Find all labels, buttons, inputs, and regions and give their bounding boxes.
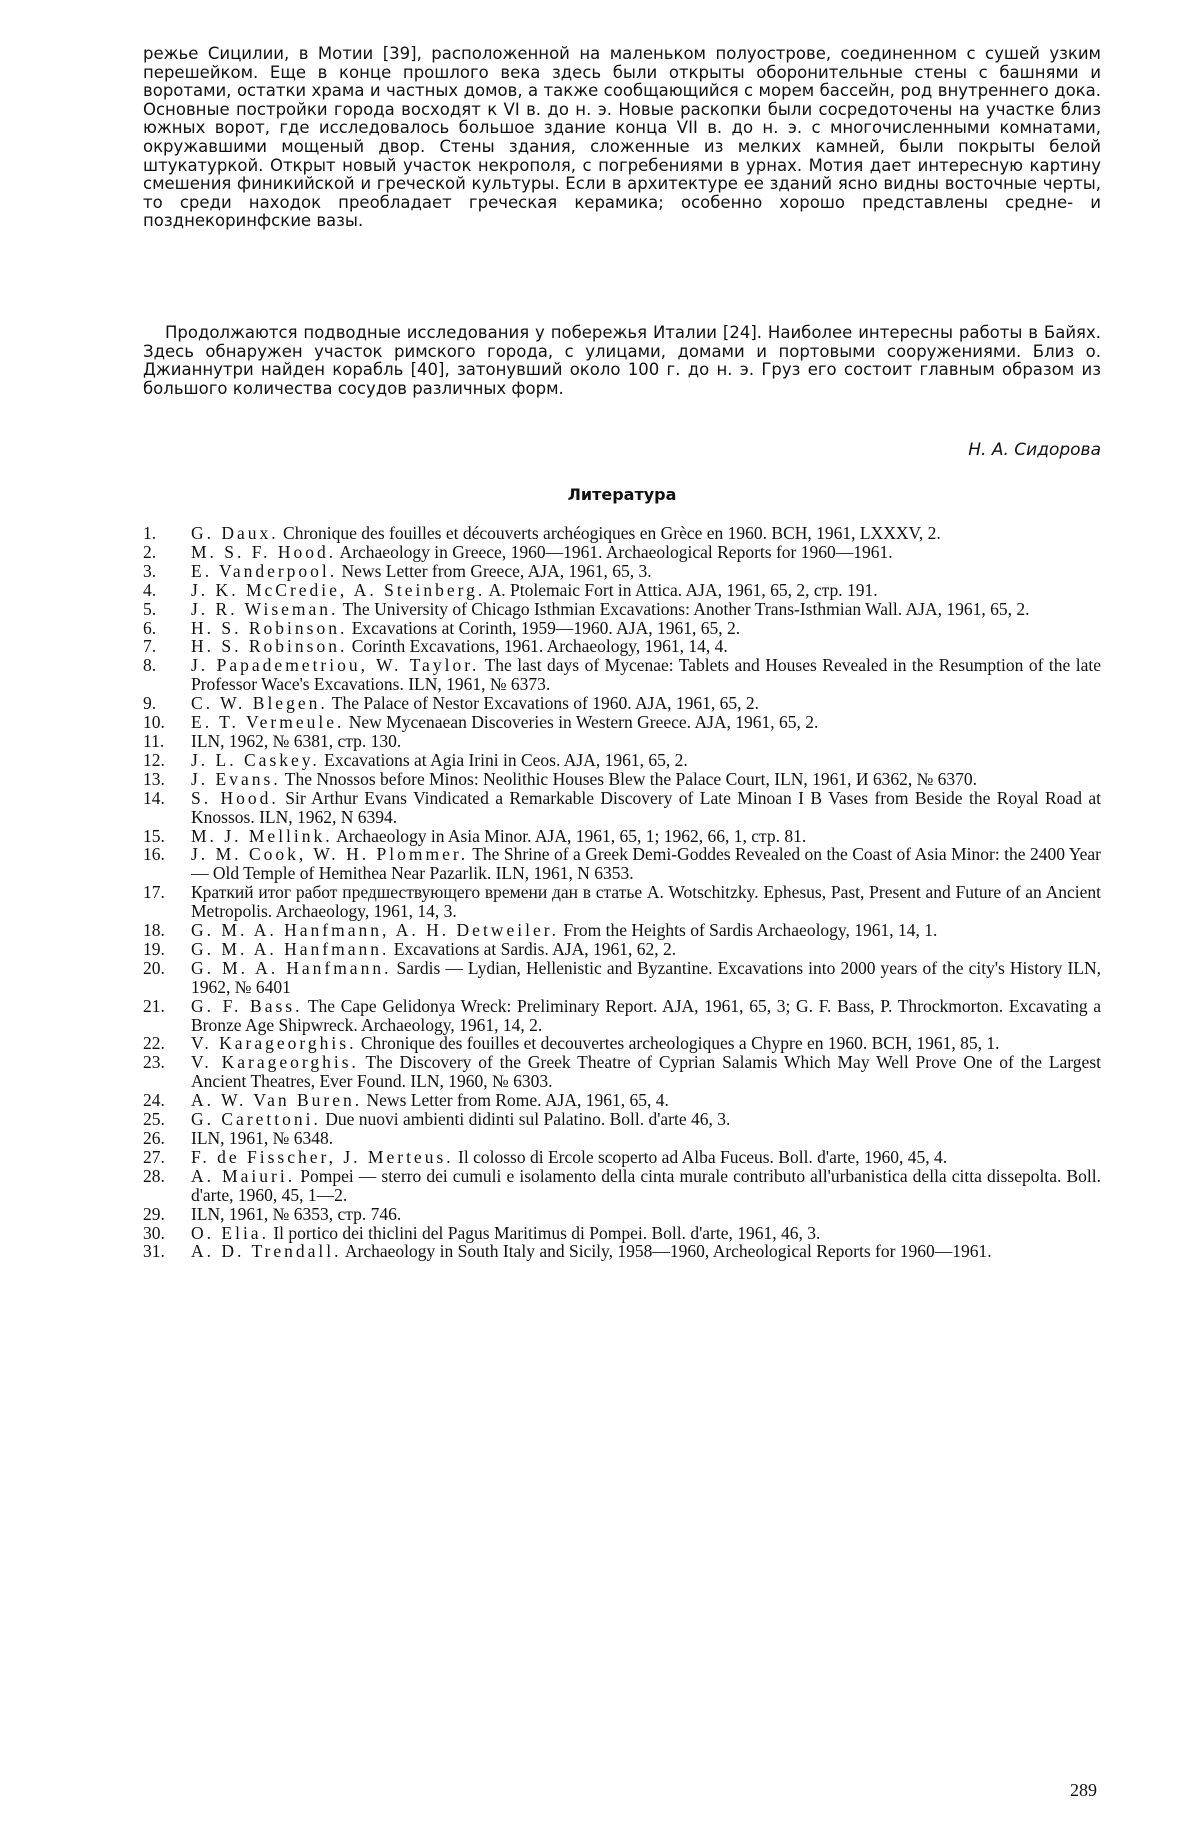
reference-text: ILN, 1961, № 6353, стр. 746. [191,1203,402,1224]
reference-item [143,732,1101,751]
reference-list [143,524,1101,1261]
reference-author: M. J. Mellink. [191,825,333,846]
reference-text: The University of Chicago Isthmian Excavations: Another Trans-Isthmian Wall. AJA, 1961, 65, 2. [338,598,1030,619]
reference-number: 16. [143,844,165,865]
reference-number: 4. [143,579,157,600]
reference-number: 5. [143,598,157,619]
reference-author: J. R. Wiseman. [191,598,339,619]
reference-text: ILN, 1962, № 6381, стр. 130. [191,730,402,751]
reference-number: 26. [143,1128,165,1148]
reference-text: News Letter from Rome. AJA, 1961, 65, 4. [362,1090,669,1111]
reference-item [143,600,1101,619]
reference-item [143,1110,1101,1129]
reference-author: J. L. Caskey. [191,749,320,770]
body-paragraph-1: режье Сицилии, в Мотии [39], расположенной на маленьком полуострове, соединенном с сушей узким перешейком. Еще в конце прошлого века здесь были открыты оборонительные стены с башнями и воротами, остатки храма и частных домов, а также сообщающийся с морем бассейн, род внутреннего дока. Основные постройки города восходят к VI в. до н. э. Новые раскопки были сосредоточены на участке близ южных ворот, где исследовалось большое здание конца VII в. до н. э. с многочисленными комнатами, окружавшими мощеный двор. Стены здания, сложенные из мелких камней, были покрыты белой штукатуркой. Открыт новый участок некрополя, с погребениями в урнах. Мотия дает интересную картину смешения финикийской и греческой культуры. Если в архитектуре ее зданий ясно видны восточные черты, то среди находок преобладает греческая керамика; особенно хорошо представлены средне- и позднекоринфские вазы. [143,44,1101,231]
reference-text: The Palace of Nestor Excavations of 1960. AJA, 1961, 65, 2. [327,693,759,714]
reference-author: G. M. A. Hanfmann. [191,938,390,959]
references-heading: Литература [567,485,677,504]
reference-item [143,562,1101,581]
reference-item [143,543,1101,562]
reference-author: G. M. A. Hanfmann, A. H. Detweiler. [191,920,559,941]
reference-item [143,1205,1101,1224]
body-paragraph-2: Продолжаются подводные исследования у побережья Италии [24]. Наиболее интересны работы в Байях. Здесь обнаружен участок римского города, с улицами, домами и портовыми сооружениями. Близ о. Джианнутри найден корабль [40], затонувший около 100 г. до н. э. Груз его состоит главным образом из большого количества сосудов различных форм. [143,323,1101,398]
reference-text: Excavations at Sardis. AJA, 1961, 62, 2. [389,938,677,959]
reference-item [143,789,1101,827]
reference-number: 6. [143,617,157,638]
reference-item [143,1167,1101,1205]
reference-text: Corinth Excavations, 1961. Archaeology, 1961, 14, 4. [347,636,728,657]
reference-number: 24. [143,1090,165,1111]
reference-text: Excavations at Agia Irini in Ceos. AJA, 1961, 65, 2. [319,749,688,770]
reference-item [143,1034,1101,1053]
reference-number: 28. [143,1165,165,1186]
reference-author: S. Hood. [191,787,279,808]
reference-author: J. K. McCredie, A. Steinberg. [191,579,486,600]
reference-text: A. Ptolemaic Fort in Attica. AJA, 1961, 65, 2, стр. 191. [485,579,878,600]
reference-number: 14. [143,787,165,808]
reference-author: F. de Fisscher, J. Merteus. [191,1146,454,1167]
reference-author: G. Carettoni. [191,1109,321,1130]
reference-text: Sardis — Lydian, Hellenistic and Byzantine. Excavations into 2000 years of the city's History ILN, 1962, № 6401 [191,957,1102,997]
reference-number: 27. [143,1146,165,1167]
reference-text: The Cape Gelidonya Wreck: Preliminary Report. AJA, 1961, 65, 3; G. F. Bass, P. Throckmorton. Excavating a Bronze Age Shipwreck. Archaeology, 1961, 14, 2. [191,995,1102,1035]
reference-text: Archaeology in Greece, 1960—1961. Archaeological Reports for 1960—1961. [336,541,893,562]
reference-number: 1. [143,523,157,543]
reference-author: V. Karageorghis. [191,1033,357,1054]
reference-text: The Nnossos before Minos: Neolithic Houses Blew the Palace Court, ILN, 1961, И 6362, № 6370. [280,768,978,789]
reference-number: 29. [143,1203,165,1224]
reference-item [143,997,1101,1035]
reference-author: A. Maiuri. [191,1165,296,1186]
reference-text: Chronique des fouilles et decouvertes archeologiques a Chypre en 1960. BCH, 1961, 85, 1. [356,1033,1000,1054]
reference-number: 2. [143,541,157,562]
reference-number: 15. [143,825,165,846]
reference-item [143,921,1101,940]
reference-number: 11. [143,730,165,751]
reference-number: 30. [143,1222,165,1243]
reference-text: Pompei — sterro dei cumuli e isolamento della cinta murale contributo all'urbanistica della citta dissepolta. Boll. d'arte, 1960, 45, 1—2. [191,1165,1101,1205]
reference-text: The last days of Mycenae: Tablets and Houses Revealed in the Resumption of the late Professor Wace's Excavations. ILN, 1961, № 6373. [191,655,1101,695]
reference-text: New Mycenaean Discoveries in Western Greece. AJA, 1961, 65, 2. [344,712,819,733]
reference-number: 13. [143,768,165,789]
reference-item [143,1224,1101,1243]
reference-author: V. Karageorghis. [191,1052,359,1073]
reference-number: 31. [143,1241,165,1262]
reference-item [143,751,1101,770]
reference-author: J. M. Cook, W. H. Plommer. [191,844,469,865]
reference-item [143,959,1101,997]
reference-author: J. Papademetriou, W. Taylor. [191,655,480,676]
reference-text: The Shrine of a Greek Demi-Goddes Revealed on the Coast of Asia Minor: the 2400 Year — Old Temple of Hemithea Near Pazarlik. ILN, 1961, N 6353. [191,844,1101,884]
reference-number: 21. [143,995,165,1016]
reference-text: ILN, 1961, № 6348. [191,1128,334,1148]
reference-number: 7. [143,636,157,657]
reference-author: H. S. Robinson. [191,617,348,638]
reference-author: E. Vanderpool. [191,560,338,581]
reference-number: 17. [143,882,165,903]
reference-item [143,656,1101,694]
reference-author: A. D. Trendall. [191,1241,342,1262]
page-number: 289 [1070,1780,1097,1800]
reference-text: Sir Arthur Evans Vindicated a Remarkable Discovery of Late Minoan I B Vases from Beside the Royal Road at Knossos. ILN, 1962, N 6394. [191,787,1102,827]
reference-text: Chronique des fouilles et découverts archéogiques en Grèce en 1960. BCH, 1961, LXXXV, 2. [278,523,941,543]
reference-author: G. M. A. Hanfmann. [191,957,392,978]
reference-author: G. Daux. [191,523,279,543]
reference-number: 19. [143,938,165,959]
reference-number: 9. [143,693,157,714]
reference-author: G. F. Bass. [191,995,303,1016]
reference-author: E. T. Vermeule. [191,712,345,733]
reference-text: From the Heights of Sardis Archaeology, 1961, 14, 1. [558,920,938,941]
reference-number: 20. [143,957,165,978]
reference-author: C. W. Blegen. [191,693,328,714]
reference-author: J. Evans. [191,768,281,789]
reference-item [143,1091,1101,1110]
reference-item [143,940,1101,959]
reference-text: Archaeology in Asia Minor. AJA, 1961, 65, 1; 1962, 66, 1, стр. 81. [332,825,807,846]
reference-item [143,524,1101,543]
reference-item [143,1148,1101,1167]
reference-number: 12. [143,749,165,770]
reference-item [143,827,1101,846]
reference-item [143,1129,1101,1148]
reference-item [143,619,1101,638]
reference-text: The Discovery of the Greek Theatre of Cyprian Salamis Which May Well Prove One of the Largest Ancient Theatres, Ever Found. ILN, 1960, № 6303. [191,1052,1101,1092]
author-signature: Н. А. Сидорова [968,440,1101,460]
reference-text: Excavations at Corinth, 1959—1960. AJA, 1961, 65, 2. [347,617,741,638]
reference-item [143,883,1101,921]
reference-author: O. Elia. [191,1222,269,1243]
reference-text: Archaeology in South Italy and Sicily, 1958—1960, Archeological Reports for 1960—1961. [341,1241,992,1262]
reference-item [143,1053,1101,1091]
reference-number: 23. [143,1052,165,1073]
reference-text: News Letter from Greece, AJA, 1961, 65, 3. [337,560,652,581]
reference-number: 18. [143,920,165,941]
reference-text: Due nuovi ambienti didinti sul Palatino. Boll. d'arte 46, 3. [320,1109,731,1130]
reference-number: 3. [143,560,157,581]
reference-item [143,845,1101,883]
reference-number: 8. [143,655,157,676]
reference-item [143,637,1101,656]
reference-item [143,713,1101,732]
reference-number: 22. [143,1033,165,1054]
reference-text: Краткий итог работ предшествующего времени дан в статье A. Wotschitzky. Ephesus, Past, Present and Future of an Ancient Metropolis. Archaeology, 1961, 14, 3. [191,882,1101,922]
reference-item [143,770,1101,789]
reference-author: A. W. Van Buren. [191,1090,363,1111]
reference-author: M. S. F. Hood. [191,541,337,562]
reference-item [143,1242,1101,1261]
reference-item [143,694,1101,713]
reference-text: Il portico dei thiclini del Pagus Maritimus di Pompei. Boll. d'arte, 1961, 46, 3. [268,1222,821,1243]
reference-item [143,581,1101,600]
reference-number: 10. [143,712,165,733]
reference-author: H. S. Robinson. [191,636,348,657]
reference-text: Il colosso di Ercole scoperto ad Alba Fuceus. Boll. d'arte, 1960, 45, 4. [453,1146,948,1167]
reference-number: 25. [143,1109,165,1130]
